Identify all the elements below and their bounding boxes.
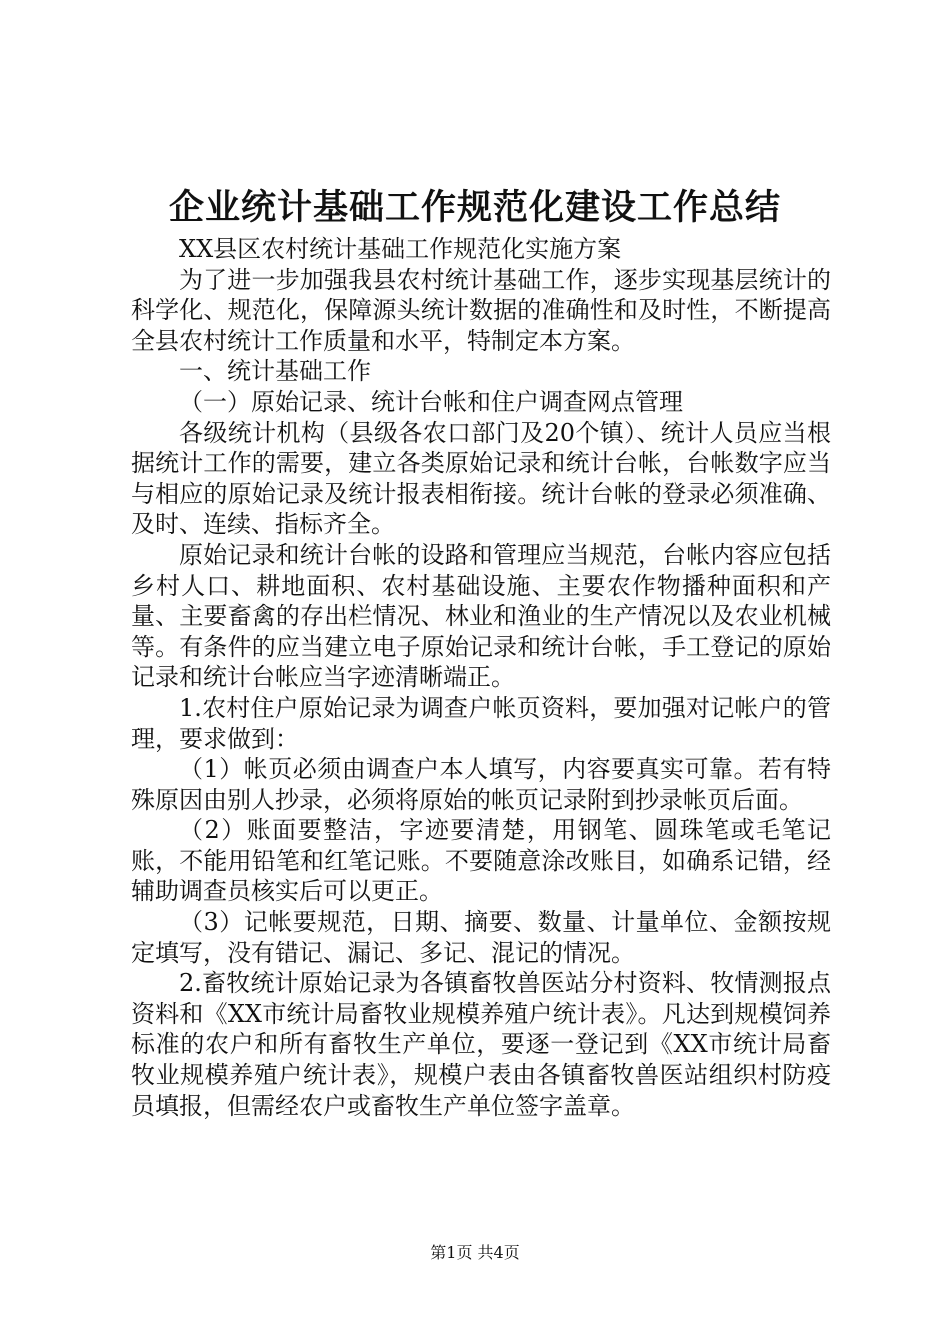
- paragraph-item-1: 1.农村住户原始记录为调查户帐页资料，要加强对记帐户的管理，要求做到：: [131, 693, 831, 753]
- paragraph-item-2: 2.畜牧统计原始记录为各镇畜牧兽医站分村资料、牧情测报点资料和《XX市统计局畜牧业规模养殖户统计表》。凡达到规模饲养标准的农户和所有畜牧生产单位，要逐一登记到《XX市统计局畜牧业规模养殖户统计表》，规模户表由各镇畜牧兽医站组织村防疫员填报，但需经农户或畜牧生产单位签字盖章。: [131, 969, 831, 1120]
- paragraph-intro: 为了进一步加强我县农村统计基础工作，逐步实现基层统计的科学化、规范化，保障源头统计数据的准确性和及时性，不断提高全县农村统计工作质量和水平，特制定本方案。: [131, 265, 831, 355]
- paragraph-body: 原始记录和统计台帐的设路和管理应当规范，台帐内容应包括乡村人口、耕地面积、农村基础设施、主要农作物播种面积和产量、主要畜禽的存出栏情况、林业和渔业的生产情况以及农业机械等。有条件的应当建立电子原始记录和统计台帐，手工登记的原始记录和统计台帐应当字迹清晰端正。: [131, 540, 831, 692]
- subsection-heading-1: （一）原始记录、统计台帐和住户调查网点管理: [179, 387, 683, 416]
- paragraph-plan-title: XX县区农村统计基础工作规范化实施方案: [179, 235, 622, 263]
- document-title: 企业统计基础工作规范化建设工作总结: [168, 187, 781, 228]
- paragraph-subitem-3: （3）记帐要规范，日期、摘要、数量、计量单位、金额按规定填写，没有错记、漏记、多记、混记的情况。: [131, 908, 831, 967]
- paragraph-subitem-1: （1）帐页必须由调查户本人填写，内容要真实可靠。若有特殊原因由别人抄录，必须将原始的帐页记录附到抄录帐页后面。: [131, 755, 831, 814]
- section-heading-1: 一、统计基础工作: [179, 357, 371, 386]
- paragraph-body: 各级统计机构（县级各农口部门及20个镇）、统计人员应当根据统计工作的需要，建立各类原始记录和统计台帐，台帐数字应当与相应的原始记录及统计报表相衔接。统计台帐的登录必须准确、及时、连续、指标齐全。: [131, 418, 831, 539]
- page-number-footer: 第1页 共4页: [430, 1243, 520, 1262]
- paragraph-subitem-2: （2）账面要整洁，字迹要清楚，用钢笔、圆珠笔或毛笔记账，不能用铅笔和红笔记账。不要随意涂改账目，如确系记错，经辅助调查员核实后可以更正。: [131, 816, 831, 906]
- document-body: [131, 234, 831, 1121]
